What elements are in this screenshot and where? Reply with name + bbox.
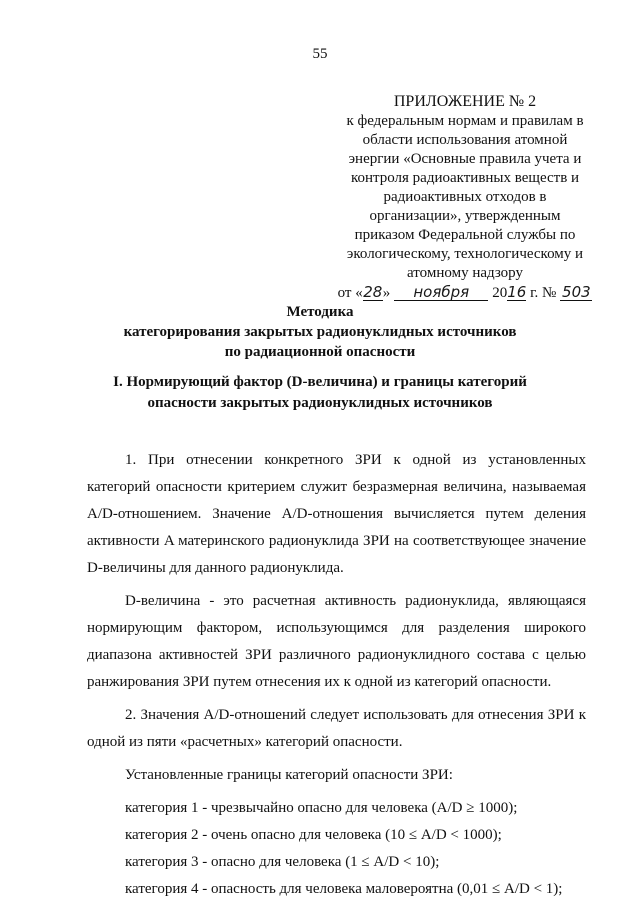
appendix-line: к федеральным нормам и правилам в [346,113,584,129]
paragraph-3: 2. Значения A/D-отношений следует использовать для отнесения ЗРИ к одной из пяти «расчетных» категорий опасности. [87,707,586,750]
handwritten-day: 28 [363,283,383,301]
category-item: категория 4 - опасность для человека маловероятна (0,01 ≤ A/D < 1); [125,881,563,897]
appendix-line: области использования атомной [362,132,568,148]
date-year-label: г. № [530,285,557,301]
methodology-title: Методика [286,304,354,320]
methodology-subtitle-line: категорирования закрытых радионуклидных источников [123,324,517,340]
appendix-line: энергии «Основные правила учета и [348,151,582,167]
category-item: категория 3 - опасно для человека (1 ≤ A/D < 10); [125,854,440,870]
order-date-line [320,284,610,303]
paragraph-1: 1. При отнесении конкретного ЗРИ к одной из установленных категорий опасности критерием служит безразмерная величина, называемая A/D-отношением. Значение A/D-отношения вычисляется путем деления активности A материнского радионуклида ЗРИ на соответствующее значение D-величины для данного радионуклида. [87,452,586,576]
page-number: 55 [312,46,328,62]
paragraph-2: D-величина - это расчетная активность радионуклида, являющаяся нормирующим фактором, использующимся для разделения широкого диапазона активностей ЗРИ различного радионуклидного состава с целью ранжирования ЗРИ путем отнесения их к одной из категорий опасности. [87,593,586,690]
appendix-line: организации», утвержденным [369,208,561,224]
handwritten-order-number: 503 [562,283,591,301]
date-prefix: от « [337,285,363,301]
appendix-title: ПРИЛОЖЕНИЕ № 2 [393,93,537,110]
section-heading [0,372,640,414]
handwritten-month: ноября [394,284,488,301]
appendix-header [320,92,610,303]
methodology-subtitle-line: по радиационной опасности [224,344,416,360]
methodology-title-block [0,302,640,362]
date-year-prefix: 20 [492,285,508,301]
appendix-line: экологическому, технологическому и [346,246,584,262]
category-item: категория 1 - чрезвычайно опасно для человека (A/D ≥ 1000); [125,800,518,816]
appendix-line: контроля радиоактивных веществ и [350,170,580,186]
section-heading-line: опасности закрытых радионуклидных источников [147,395,493,411]
paragraph-4: Установленные границы категорий опасности ЗРИ: [125,767,453,783]
category-item: категория 2 - очень опасно для человека (10 ≤ A/D < 1000); [125,827,502,843]
date-quote-close: » [382,285,391,301]
appendix-line: радиоактивных отходов в [383,189,547,205]
section-heading-line: I. Нормирующий фактор (D-величина) и границы категорий [113,374,527,390]
appendix-line: приказом Федеральной службы по [354,227,576,243]
handwritten-year: 16 [507,283,527,301]
document-body [87,447,586,903]
appendix-line: атомному надзору [407,265,523,281]
